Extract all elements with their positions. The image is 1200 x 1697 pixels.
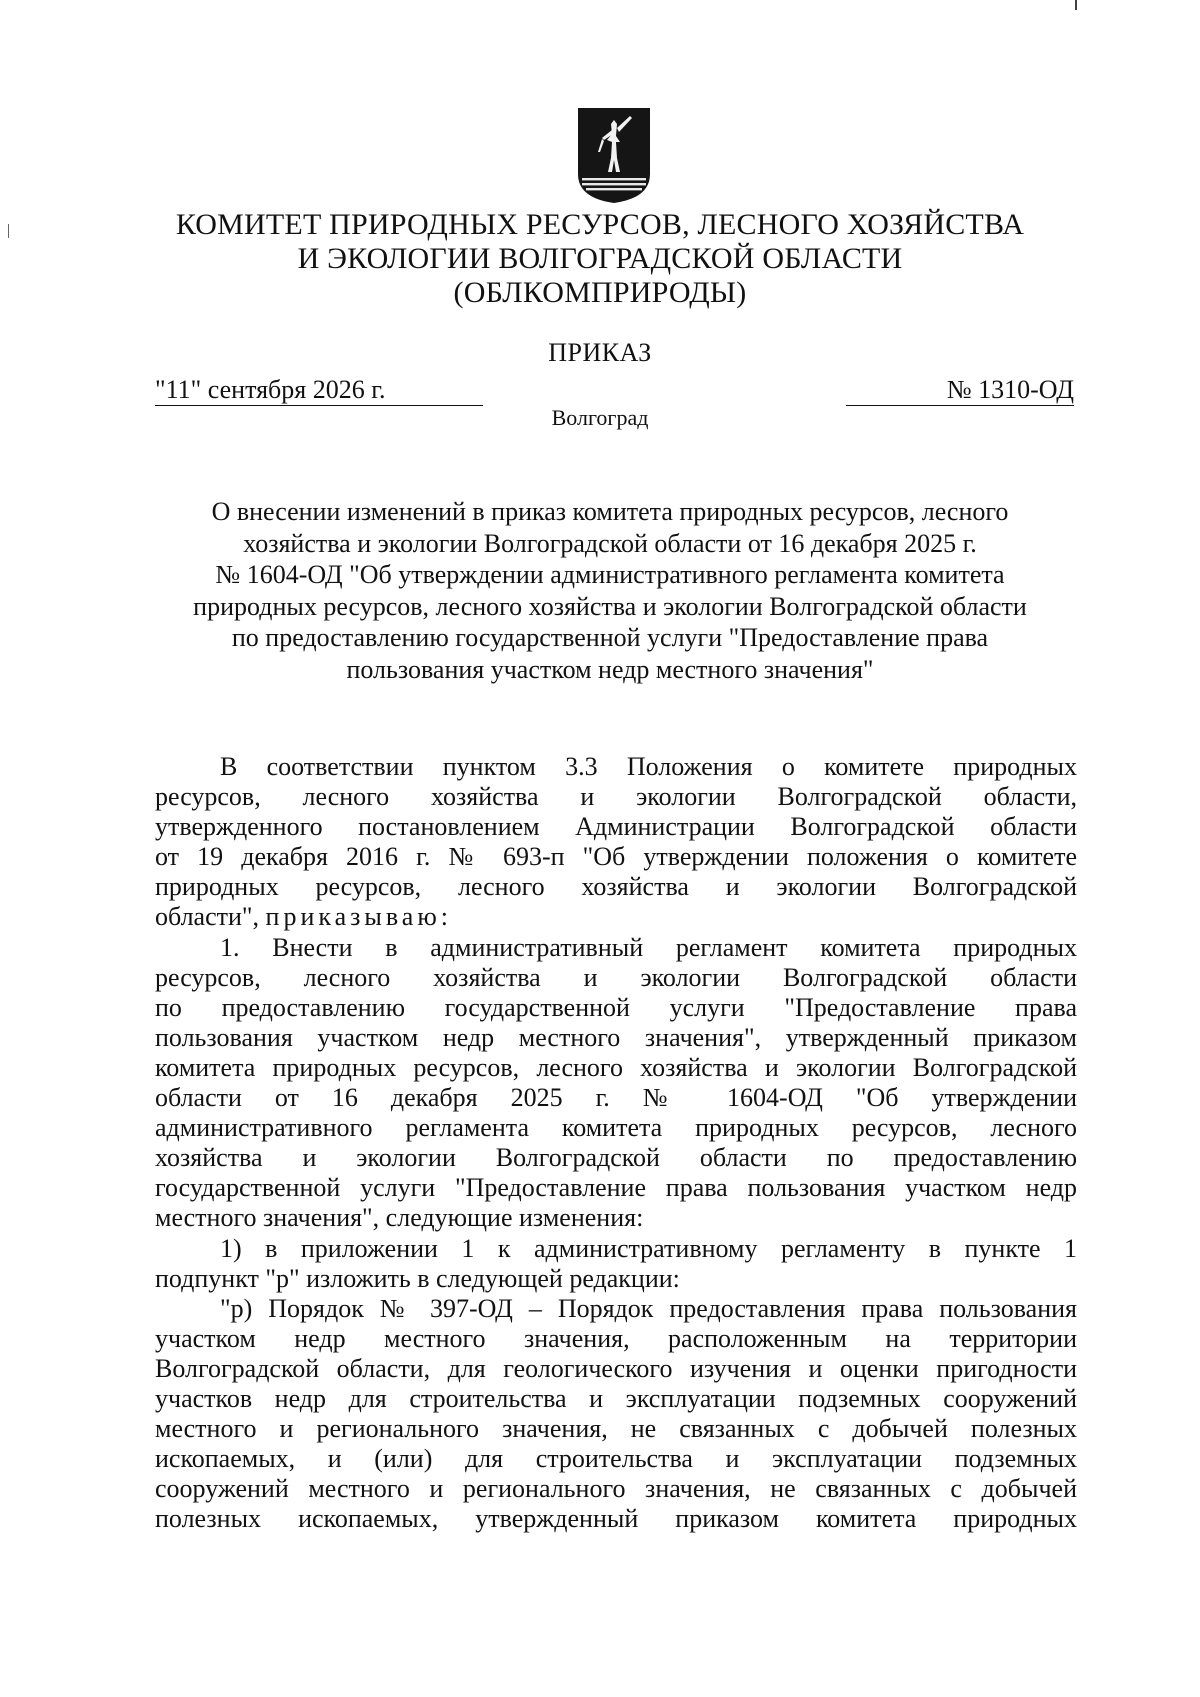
- document-date: "11" сентября 2026 г.: [155, 375, 483, 406]
- body-line: [155, 902, 1077, 932]
- organization-header: [150, 208, 1050, 310]
- subject-line: природных ресурсов, лесного хозяйства и экологии Волгоградской области: [193, 591, 1027, 621]
- body-line: полезных ископаемых, утвержденный приказом комитета природных: [155, 1504, 1077, 1534]
- organization-name-line1: КОМИТЕТ ПРИРОДНЫХ РЕСУРСОВ, ЛЕСНОГО ХОЗЯЙСТВА: [175, 208, 1025, 241]
- document-body: [155, 752, 1077, 1534]
- body-line: комитета природных ресурсов, лесного хозяйства и экологии Волгоградской: [155, 1052, 1077, 1082]
- subject-line: О внесении изменений в приказ комитета природных ресурсов, лесного: [211, 497, 1009, 526]
- subject-line: пользования участком недр местного значения": [346, 654, 874, 684]
- subject-line: хозяйства и экологии Волгоградской области от 16 декабря 2025 г.: [243, 528, 977, 558]
- organization-short-name: (ОБЛКОМПРИРОДЫ): [453, 276, 747, 309]
- scan-mark: [8, 224, 9, 238]
- body-line: от 19 декабря 2016 г. № 693-п "Об утверждении положения о комитете: [155, 842, 1077, 872]
- body-line: ресурсов, лесного хозяйства и экологии Волгоградской области: [155, 962, 1077, 992]
- document-city: Волгоград: [551, 405, 649, 430]
- body-line: 1) в приложении 1 к административному регламенту в пункте 1: [220, 1233, 1077, 1263]
- body-line: участком недр местного значения, расположенным на территории: [155, 1323, 1077, 1353]
- document-type: ПРИКАЗ: [548, 338, 652, 367]
- body-line: хозяйства и экологии Волгоградской области по предоставлению: [155, 1143, 1077, 1173]
- body-line: 1. Внести в административный регламент комитета природных: [220, 932, 1077, 962]
- body-line: ископаемых, и (или) для строительства и эксплуатации подземных: [155, 1444, 1077, 1474]
- body-line: местного значения", следующие изменения:: [155, 1203, 644, 1233]
- document-number: № 1310-ОД: [846, 375, 1074, 406]
- volgograd-coat-of-arms-icon: [576, 106, 652, 204]
- body-line: "р) Порядок № 397-ОД – Порядок предоставления права пользования: [220, 1293, 1077, 1323]
- body-line: местного и регионального значения, не связанных с добычей полезных: [155, 1414, 1077, 1444]
- body-line: утвержденного постановлением Администрации Волгоградской области: [155, 812, 1077, 842]
- scan-mark: [1075, 0, 1077, 10]
- subject-line: № 1604-ОД "Об утверждении административного регламента комитета: [215, 560, 1005, 589]
- body-line: области от 16 декабря 2025 г. № 1604-ОД "Об утверждении: [155, 1083, 1077, 1113]
- body-line: пользования участком недр местного значения", утвержденный приказом: [155, 1022, 1077, 1052]
- body-line: государственной услуги "Предоставление права пользования участком недр: [155, 1173, 1077, 1203]
- body-line: Волгоградской области, для геологического изучения и оценки пригодности: [155, 1353, 1077, 1383]
- body-line: природных ресурсов, лесного хозяйства и экологии Волгоградской: [155, 872, 1077, 902]
- organization-name-line2: И ЭКОЛОГИИ ВОЛГОГРАДСКОЙ ОБЛАСТИ: [297, 242, 903, 275]
- body-line: сооружений местного и регионального значения, не связанных с добычей: [155, 1474, 1077, 1504]
- body-line: подпункт "р" изложить в следующей редакции:: [155, 1263, 680, 1293]
- body-line: по предоставлению государственной услуги "Предоставление права: [155, 992, 1077, 1022]
- body-line: участков недр для строительства и эксплуатации подземных сооружений: [155, 1383, 1077, 1413]
- body-line: ресурсов, лесного хозяйства и экологии Волгоградской области,: [155, 782, 1077, 812]
- subject-line: по предоставлению государственной услуги "Предоставление права: [231, 623, 989, 652]
- order-word: приказываю:: [265, 902, 452, 932]
- preamble-end: области",: [155, 902, 260, 932]
- body-line: административного регламента комитета природных ресурсов, лесного: [155, 1113, 1077, 1143]
- body-line: В соответствии пунктом 3.3 Положения о комитете природных: [220, 752, 1077, 781]
- document-subject: [140, 496, 1080, 685]
